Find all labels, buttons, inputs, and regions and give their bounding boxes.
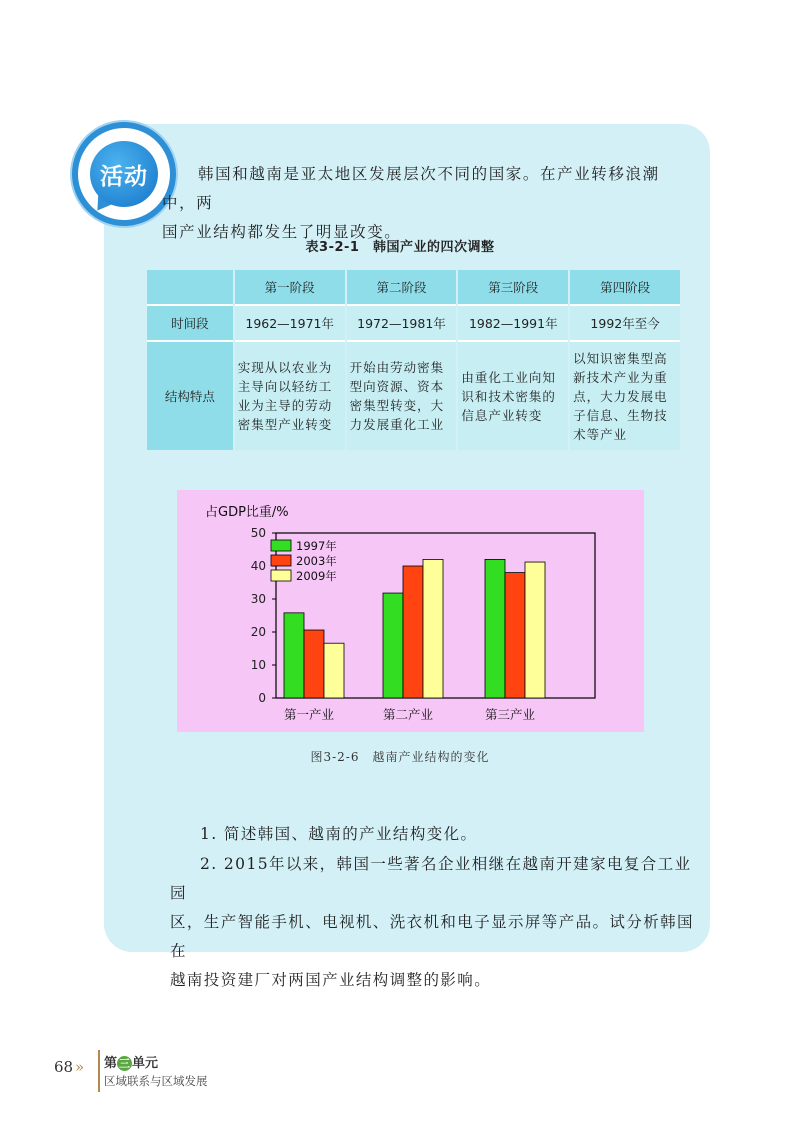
question-1: 1. 简述韩国、越南的产业结构变化。 [200,825,478,843]
row-label: 时间段 [147,304,233,340]
y-tick-label: 40 [250,559,266,573]
bar-1 [383,593,403,698]
double-chevron-icon: » [75,1058,85,1076]
bar-3 [324,643,344,698]
question-2-line-1: 2. 2015年以来，韩国一些著名企业相继在越南开建家电复合工业园 [170,855,692,902]
legend-label: 2003年 [296,554,337,568]
bar-1 [284,613,304,698]
y-tick-label: 50 [250,526,266,540]
row-label: 结构特点 [147,340,233,450]
question-2-line-3: 越南投资建厂对两国产业结构调整的影响。 [170,971,492,989]
unit-label [104,1052,158,1071]
x-tick-label: 第三产业 [484,707,536,722]
legend-label: 2009年 [296,569,337,583]
table-cell: 1982—1991年 [458,304,568,340]
table-header-row [147,270,680,304]
y-tick-label: 30 [250,592,266,606]
unit-title: 区域联系与区域发展 [104,1074,208,1088]
intro-line-1: 韩国和越南是亚太地区发展层次不同的国家。在产业转移浪潮中，两 [162,165,660,212]
table-caption: 表3-2-1 韩国产业的四次调整 [305,240,495,255]
chart-svg [177,490,644,732]
unit-number-badge: 三 [119,1057,131,1070]
bar-2 [304,630,324,698]
footer-divider [98,1050,100,1092]
unit-prefix: 第 [104,1056,118,1071]
table-corner-cell [147,270,233,304]
question-2-line-2: 区，生产智能手机、电视机、洗衣机和电子显示屏等产品。试分析韩国在 [170,913,694,960]
table-header-cell: 第一阶段 [235,270,345,304]
bar-3 [525,562,545,698]
activity-badge: 活动 [90,141,158,207]
table-row [147,304,680,340]
korea-industry-table [145,270,682,450]
page-number: 68 [54,1058,74,1076]
y-tick-label: 10 [250,658,266,672]
legend-swatch [271,540,291,551]
bar-1 [485,559,505,698]
table-cell: 1962—1971年 [235,304,345,340]
table-header-cell: 第三阶段 [458,270,568,304]
table-cell: 由重化工业向知识和技术密集的信息产业转变 [461,369,556,423]
bar-3 [423,559,443,698]
table-cell: 实现从以农业为主导向以轻纺工业为主导的劳动密集型产业转变 [237,360,333,432]
table-cell: 以知识密集型高新技术产业为重点，大力发展电子信息、生物技术等产业 [573,350,668,442]
y-axis-label: 占GDP比重/% [205,505,289,520]
y-tick-label: 0 [258,691,266,705]
y-tick-label: 20 [250,625,266,639]
table-header-cell: 第四阶段 [570,270,680,304]
table-cell: 开始由劳动密集型向资源、资本密集型转变，大力发展重化工业 [349,360,445,432]
legend-swatch [271,570,291,581]
table-cell: 1992年至今 [570,304,680,340]
legend-label: 1997年 [296,539,337,553]
table-row [147,340,680,450]
figure-caption: 图3-2-6 越南产业结构的变化 [310,750,490,764]
x-tick-label: 第一产业 [283,707,335,722]
activity-intro [162,160,692,247]
vietnam-industry-chart [177,490,644,732]
table-cell: 1972—1981年 [347,304,457,340]
bar-2 [505,573,525,698]
intro-line-2: 国产业结构都发生了明显改变。 [162,223,402,241]
unit-suffix: 单元 [132,1056,159,1071]
table-header-cell: 第二阶段 [347,270,457,304]
question-2 [170,850,702,995]
x-tick-label: 第二产业 [382,707,434,722]
legend-swatch [271,555,291,566]
bar-2 [403,566,423,698]
